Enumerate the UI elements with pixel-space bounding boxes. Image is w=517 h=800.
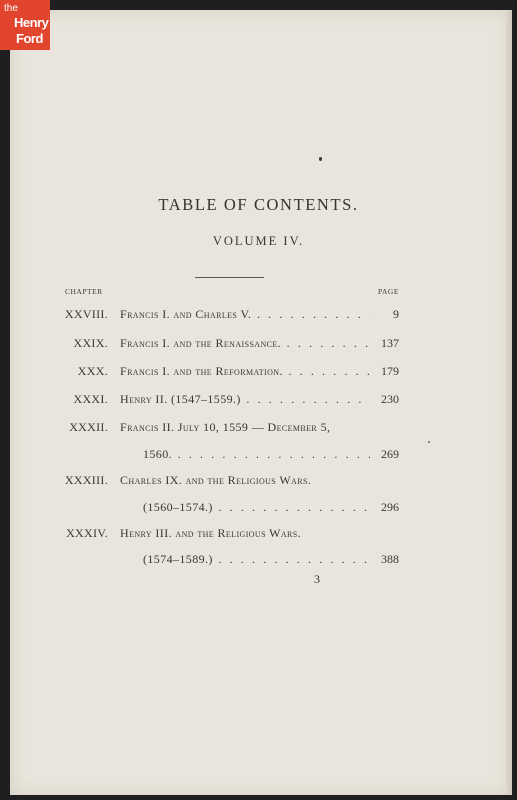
toc-chapter-number: XXIX. [73, 336, 108, 350]
toc-chapter-number: XXXIII. [64, 473, 108, 487]
divider-rule [195, 277, 264, 278]
toc-page-number: 179 [381, 364, 399, 378]
toc-page-number: 269 [381, 447, 399, 461]
toc-page-number: 137 [381, 336, 399, 350]
toc-chapter-title: Charles IX. and the Religious Wars. [120, 473, 312, 487]
page-column-header: PAGE [378, 287, 399, 296]
toc-chapter-number: XXXI. [73, 392, 108, 406]
toc-page-number: 9 [393, 307, 399, 321]
toc-chapter-number: XXXIV. [66, 526, 108, 540]
toc-chapter-title-continued: (1560–1574.) . . . [143, 499, 370, 515]
toc-chapter-title: Francis I. and Charles V. . . . [120, 306, 370, 322]
logo-ford: Ford [16, 31, 43, 46]
chapter-column-header: CHAPTER [65, 287, 103, 296]
logo-the: the [4, 3, 18, 14]
toc-page-number: 230 [381, 392, 399, 406]
toc-page-number: 296 [381, 500, 399, 514]
toc-chapter-title-continued: 1560. . . . [143, 446, 370, 462]
toc-chapter-title-continued: (1574–1589.) . . . [143, 551, 370, 567]
toc-chapter-number: XXVIII. [64, 307, 108, 321]
toc-chapter-title: Francis I. and the Reformation. . . . [120, 363, 370, 379]
toc-chapter-title: Henry II. (1547–1559.) . . . [120, 391, 370, 407]
toc-chapter-number: XXXII. [69, 420, 108, 434]
toc-page-number: 388 [381, 552, 399, 566]
henry-ford-logo [0, 0, 50, 50]
page-edge [506, 10, 512, 795]
toc-chapter-title: Henry III. and the Religious Wars. [120, 526, 302, 540]
page-title: TABLE OF CONTENTS. [158, 195, 359, 214]
toc-chapter-number: XXX. [77, 364, 108, 378]
ink-speck [428, 441, 430, 443]
page-folio-number: 3 [314, 572, 320, 586]
volume-heading: VOLUME IV. [212, 234, 305, 248]
ink-speck [319, 157, 322, 161]
toc-chapter-title: Francis I. and the Renaissance. . . . [120, 335, 370, 351]
logo-henry: Henry [14, 15, 49, 30]
toc-chapter-title: Francis II. July 10, 1559 — December 5, [120, 420, 331, 434]
